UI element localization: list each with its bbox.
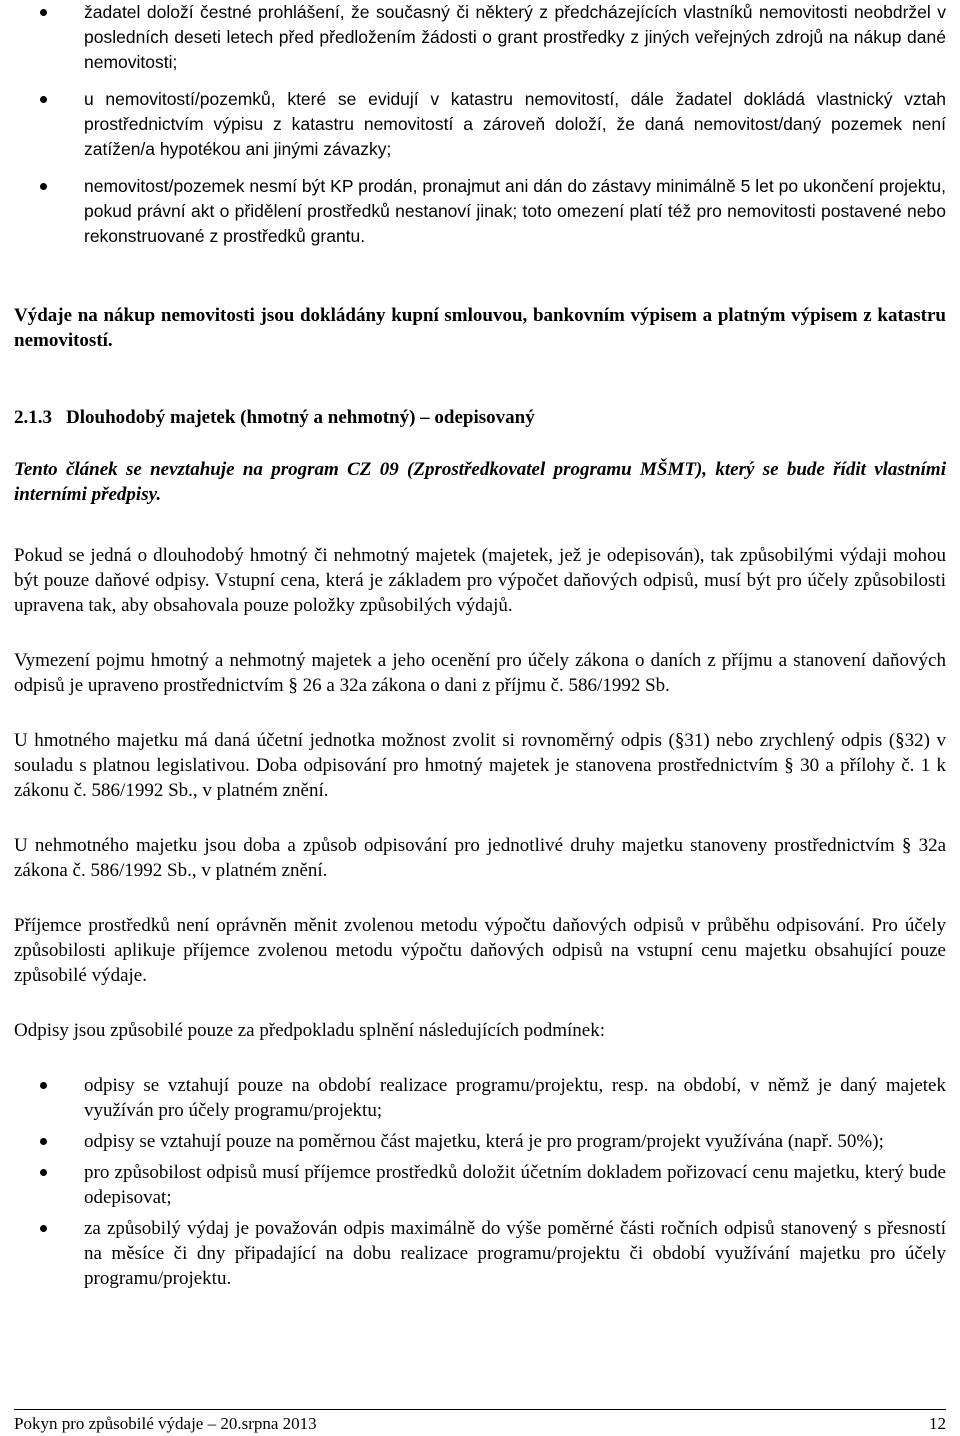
list-item: pro způsobilost odpisů musí příjemce prostředků doložit účetním dokladem pořizovací cenu majetku, který bude odepisovat; — [14, 1160, 946, 1210]
footer-title: Pokyn pro způsobilé výdaje – 20.srpna 2013 — [14, 1414, 317, 1433]
list-item: u nemovitostí/pozemků, které se evidují v katastru nemovitostí, dále žadatel dokládá vlastnický vztah prostřednictvím výpisu z katastru nemovitostí a zároveň doloží, že daná nemovitost/daný pozemek není zatížen/a hypotékou ani jinými závazky; — [14, 87, 946, 162]
section-title: Dlouhodobý majetek (hmotný a nehmotný) – odepisovaný — [66, 407, 535, 428]
page-number: 12 — [929, 1414, 946, 1433]
list-item: žadatel doloží čestné prohlášení, že současný či některý z předcházejících vlastníků nemovitosti neobdržel v posledních deseti letech před předložením žádosti o grant prostředky z jiných veřejných zdrojů na nákup dané nemovitosti; — [14, 0, 946, 75]
bold-note: Výdaje na nákup nemovitosti jsou dokládány kupní smlouvou, bankovním výpisem a platným výpisem z katastru nemovitostí. — [14, 305, 946, 351]
paragraph: U hmotného majetku má daná účetní jednotka možnost zvolit si rovnoměrný odpis (§31) nebo zrychlený odpis (§32) v souladu s platnou legislativou. Doba odpisování pro hmotný majetek je stanovena prostřednictvím § 30 a přílohy č. 1 k zákonu č. 586/1992 Sb., v platném znění. — [14, 730, 946, 801]
list-item: odpisy se vztahují pouze na poměrnou část majetku, která je pro program/projekt využívána (např. 50%); — [14, 1129, 946, 1154]
paragraph: Vymezení pojmu hmotný a nehmotný majetek a jeho ocenění pro účely zákona o daních z příjmu a stanovení daňových odpisů je upraveno prostřednictvím § 26 a 32a zákona o dani z příjmu č. 586/1992 Sb. — [14, 650, 946, 696]
section-number: 2.1.3 — [14, 407, 52, 428]
list-item: odpisy se vztahují pouze na období realizace programu/projektu, resp. na období, v němž je daný majetek využíván pro účely programu/projektu; — [14, 1073, 946, 1123]
bullet-list-bottom — [14, 1073, 946, 1291]
list-item: za způsobilý výdaj je považován odpis maximálně do výše poměrné části ročních odpisů stanovený s přesností na měsíce či dny připadající na dobu realizace programu/projektu či období využívání majetku pro účely programu/projektu. — [14, 1216, 946, 1291]
italic-note: Tento článek se nevztahuje na program CZ 09 (Zprostředkovatel programu MŠMT), který se bude řídit vlastními interními předpisy. — [14, 459, 946, 505]
bullet-list-top — [14, 0, 946, 249]
paragraph: Pokud se jedná o dlouhodobý hmotný či nehmotný majetek (majetek, jež je odepisován), tak způsobilými výdaji mohou být pouze daňové odpisy. Vstupní cena, která je základem pro výpočet daňových odpisů, musí být pro účely způsobilosti upravena tak, aby obsahovala pouze položky způsobilých výdajů. — [14, 545, 946, 616]
list-item: nemovitost/pozemek nesmí být KP prodán, pronajmut ani dán do zástavy minimálně 5 let po ukončení projektu, pokud právní akt o přidělení prostředků nestanoví jinak; toto omezení platí též pro nemovitosti postavené nebo rekonstruované z prostředků grantu. — [14, 174, 946, 249]
section-heading — [14, 407, 946, 429]
paragraph: Příjemce prostředků není oprávněn měnit zvolenou metodu výpočtu daňových odpisů v průběhu odpisování. Pro účely způsobilosti aplikuje příjemce zvolenou metodu výpočtu daňových odpisů na vstupní cenu majetku obsahující pouze způsobilé výdaje. — [14, 915, 946, 986]
paragraph: Odpisy jsou způsobilé pouze za předpokladu splnění následujících podmínek: — [14, 1020, 605, 1041]
paragraph: U nehmotného majetku jsou doba a způsob odpisování pro jednotlivé druhy majetku stanoveny prostřednictvím § 32a zákona č. 586/1992 Sb., v platném znění. — [14, 835, 946, 881]
document-page — [14, 0, 946, 1291]
page-footer — [14, 1409, 946, 1434]
